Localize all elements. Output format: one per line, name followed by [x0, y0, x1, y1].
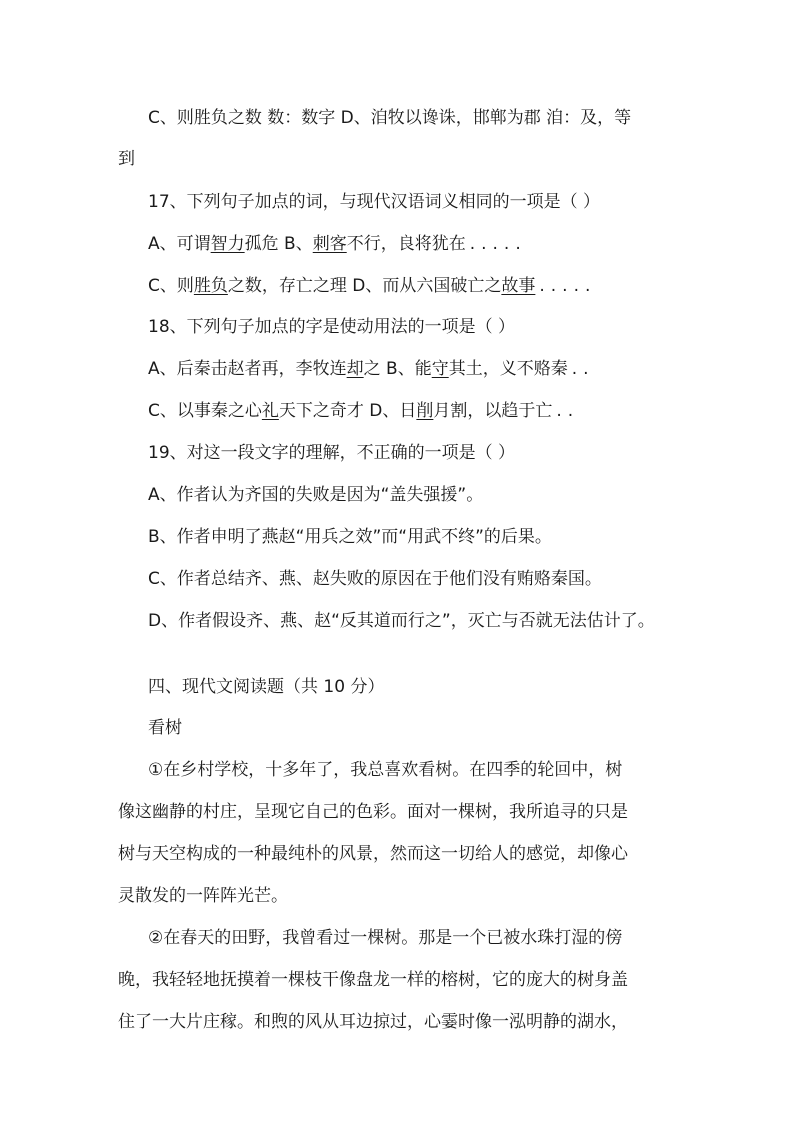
- line-text: D、作者假设齐、燕、赵“反其道而行之”，灭亡与否就无法估计了。: [148, 611, 655, 631]
- text-line: [148, 107, 631, 129]
- line-text: A、可谓: [148, 234, 211, 254]
- line-text: 不行，良将犹在: [346, 234, 466, 254]
- line-text: 之 B、能: [363, 359, 432, 379]
- option-line: [148, 233, 527, 255]
- section-heading: [148, 676, 384, 698]
- paragraph-line: [148, 927, 622, 949]
- text-line: [118, 148, 135, 170]
- line-text: A、作者认为齐国的失败是因为“盖失强援”。: [148, 485, 484, 505]
- question-18: [148, 316, 515, 338]
- line-text: 月割，以趋于亡: [433, 401, 553, 421]
- line-text: 晚，我轻轻地抚摸着一棵枝干像盘龙一样的榕树，它的庞大的树身盖: [118, 970, 628, 990]
- paragraph-line: [118, 1011, 628, 1033]
- line-text: 到: [118, 149, 135, 169]
- line-text: C、则胜负之数 数：数字 D、洎牧以谗诛，邯郸为郡 洎：及，等: [148, 108, 632, 128]
- line-text: A、后秦击赵者再，李牧连: [148, 359, 347, 379]
- underlined-word: 智力: [210, 234, 245, 254]
- option-line: [148, 610, 655, 632]
- paragraph-line: [118, 885, 288, 907]
- option-line: [148, 484, 483, 506]
- line-text: 树与天空构成的一种最纯朴的风景，然而这一切给人的感觉，却像心: [118, 844, 628, 864]
- option-line: [148, 526, 552, 548]
- option-line: [148, 400, 579, 422]
- line-text: 像这幽静的村庄，呈现它自己的色彩。面对一棵树，我所追寻的只是: [118, 802, 628, 822]
- underlined-word: 礼: [261, 401, 279, 421]
- emphasis-dots: .....: [469, 234, 527, 254]
- question-19: [148, 442, 515, 464]
- emphasis-dots: .....: [539, 276, 597, 296]
- line-text: 19、对这一段文字的理解，不正确的一项是（ ）: [148, 443, 516, 463]
- emphasis-dots: ..: [571, 359, 595, 379]
- line-text: B、作者申明了燕赵“用兵之效”而“用武不终”的后果。: [148, 527, 552, 547]
- question-17: [148, 191, 600, 213]
- underlined-word: 削: [416, 401, 434, 421]
- line-text: 四、现代文阅读题（共 10 分）: [148, 677, 385, 697]
- line-text: 17、下列句子加点的词，与现代汉语词义相同的一项是（ ）: [148, 192, 601, 212]
- underlined-word: 胜负: [193, 276, 228, 296]
- line-text: 18、下列句子加点的字是使动用法的一项是（ ）: [148, 317, 516, 337]
- underlined-word: 却: [346, 359, 364, 379]
- line-text: C、以事秦之心: [148, 401, 262, 421]
- line-text: ①在乡村学校，十多年了，我总喜欢看树。在四季的轮回中，树: [148, 760, 623, 780]
- line-text: 之数，存亡之理 D、而从六国破亡之: [227, 276, 502, 296]
- line-text: ②在春天的田野，我曾看过一棵树。那是一个已被水珠打湿的傍: [148, 928, 623, 948]
- paragraph-line: [148, 759, 622, 781]
- line-text: 住了一大片庄稼。和煦的风从耳边掠过，心霎时像一泓明静的湖水，: [118, 1012, 628, 1032]
- paragraph-line: [118, 969, 628, 991]
- option-line: [148, 275, 596, 297]
- passage-title: [148, 717, 182, 739]
- paragraph-line: [118, 843, 628, 865]
- underlined-word: 故事: [501, 276, 536, 296]
- option-line: [148, 358, 595, 380]
- line-text: 看树: [148, 718, 182, 738]
- underlined-word: 守: [431, 359, 449, 379]
- emphasis-dots: ..: [556, 401, 580, 421]
- line-text: C、作者总结齐、燕、赵失败的原因在于他们没有贿赂秦国。: [148, 569, 602, 589]
- line-text: 孤危 B、: [244, 234, 313, 254]
- line-text: 天下之奇才 D、日: [278, 401, 417, 421]
- line-text: 灵散发的一阵阵光芒。: [118, 886, 288, 906]
- paragraph-line: [118, 801, 628, 823]
- underlined-word: 刺客: [312, 234, 347, 254]
- line-text: 其土，义不赂秦: [448, 359, 568, 379]
- line-text: C、则: [148, 276, 194, 296]
- option-line: [148, 568, 602, 590]
